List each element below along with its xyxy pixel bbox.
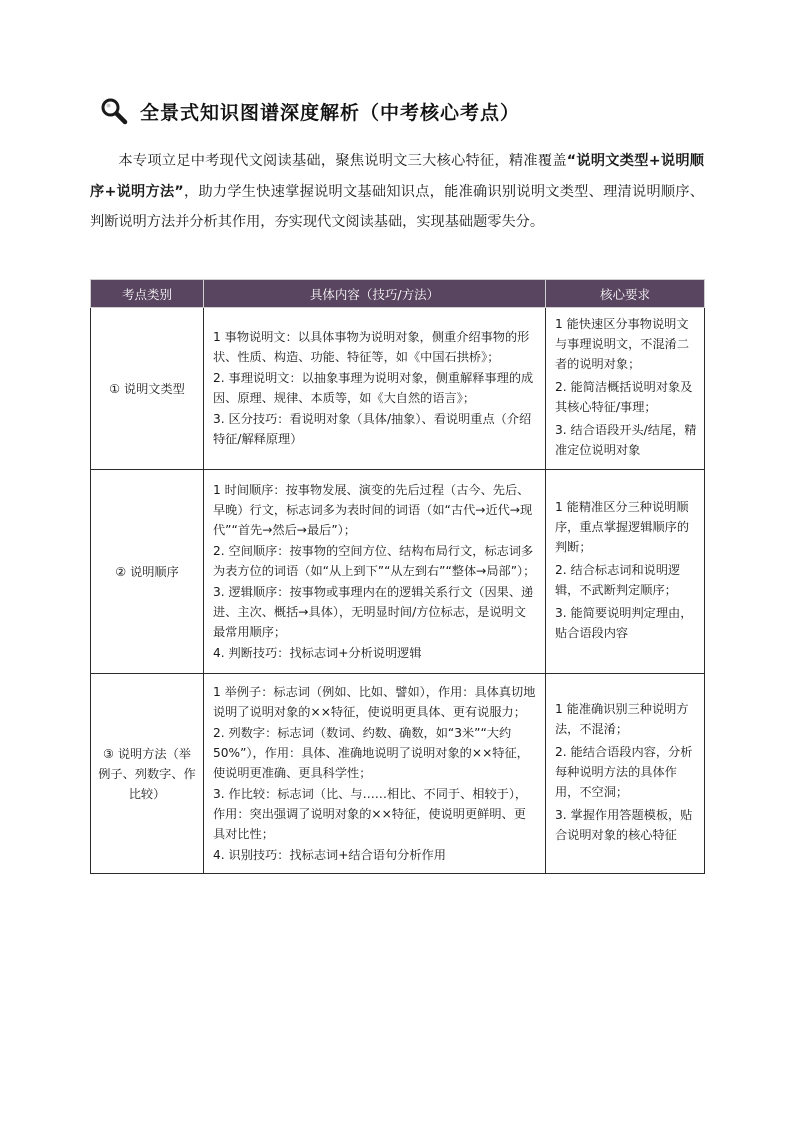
row-requirements <box>546 308 705 470</box>
content-item: 1 时间顺序：按事物发展、演变的先后过程（古今、先后、早晚）行文，标志词多为表时间的词语（如“古代→近代→现代”“首先→然后→最后”）； <box>213 482 533 537</box>
requirement-item: 1 能快速区分事物说明文与事理说明文，不混淆二者的说明对象； <box>555 317 690 371</box>
content-item: 3. 作比较：标志词（比、与……相比、不同于、相较于），作用：突出强调了说明对象的××特征，使说明更鲜明、更具对比性； <box>213 786 528 841</box>
row-category: ② 说明顺序 <box>91 470 204 674</box>
requirement-item: 1 能准确识别三种说明方法，不混淆； <box>555 702 689 736</box>
requirement-item: 3. 结合语段开头/结尾，精准定位说明对象 <box>555 423 697 457</box>
row-category: ① 说明文类型 <box>91 308 204 470</box>
knowledge-table <box>90 279 705 874</box>
header-category: 考点类别 <box>91 280 204 308</box>
content-item: 3. 区分技巧：看说明对象（具体/抽象）、看说明重点（介绍特征/解释原理） <box>213 412 532 446</box>
content-item: 1 事物说明文：以具体事物为说明对象，侧重介绍事物的形状、性质、构造、功能、特征等，如《中国石拱桥》； <box>213 330 530 364</box>
table-header-row <box>91 280 705 308</box>
row-requirements <box>546 674 705 874</box>
content-item: 2. 空间顺序：按事物的空间方位、结构布局行文，标志词多为表方位的词语（如“从上到下”“从左到右”“整体→局部”）； <box>213 543 536 578</box>
table-row <box>91 308 705 470</box>
requirement-item: 2. 结合标志词和说明逻辑，不武断判定顺序； <box>555 563 681 597</box>
row-content <box>204 674 546 874</box>
content-item: 4. 判断技巧：找标志词+分析说明逻辑 <box>213 645 422 660</box>
content-item: 2. 事理说明文：以抽象事理为说明对象，侧重解释事理的成因、原理、规律、本质等，如《大自然的语言》； <box>213 371 534 405</box>
requirement-item: 2. 能简洁概括说明对象及其核心特征/事理； <box>555 380 693 414</box>
intro-text-2: ，助力学生快速掌握说明文基础知识点，能准确识别说明文类型、理清说明顺序、判断说明方法并分析其作用，夯实现代文阅读基础，实现基础题零失分。 <box>90 183 704 230</box>
content-item: 3. 逻辑顺序：按事物或事理内在的逻辑关系行文（因果、递进、主次、概括→具体），无明显时间/方位标志，是说明文最常用顺序； <box>213 584 534 639</box>
row-content <box>204 470 546 674</box>
row-content <box>204 308 546 470</box>
requirement-item: 3. 掌握作用答题模板，贴合说明对象的核心特征 <box>555 808 693 842</box>
table-row <box>91 470 705 674</box>
header-content: 具体内容（技巧/方法） <box>204 280 546 308</box>
row-category: ③ 说明方法（举例子、列数字、作比较） <box>91 674 204 874</box>
intro-highlight: “说明文类型+说明顺序+说明方法” <box>90 153 704 200</box>
requirement-item: 1 能精准区分三种说明顺序，重点掌握逻辑顺序的判断； <box>555 500 690 554</box>
magnifier-icon <box>100 97 128 125</box>
requirement-item: 2. 能结合语段内容，分析每种说明方法的具体作用，不空洞； <box>555 745 693 799</box>
intro-text-1: 本专项立足中考现代文阅读基础，聚焦说明文三大核心特征，精准覆盖 <box>118 153 567 169</box>
page-title: 全景式知识图谱深度解析（中考核心考点） <box>140 101 521 124</box>
row-requirements <box>546 470 705 674</box>
header-requirements: 核心要求 <box>546 280 705 308</box>
content-item: 4. 识别技巧：找标志词+结合语句分析作用 <box>213 847 446 862</box>
requirement-item: 3. 能简要说明判定理由，贴合语段内容 <box>555 606 693 640</box>
section-heading <box>100 94 520 128</box>
intro-paragraph <box>90 146 704 238</box>
content-item: 1 举例子：标志词（例如、比如、譬如），作用：具体真切地说明了说明对象的××特征，使说明更具体、更有说服力； <box>213 684 536 719</box>
content-item: 2. 列数字：标志词（数词、约数、确数，如“3米”“大约50%”），作用：具体、准确地说明了说明对象的××特征，使说明更准确、更具科学性； <box>213 725 529 780</box>
table-row <box>91 674 705 874</box>
